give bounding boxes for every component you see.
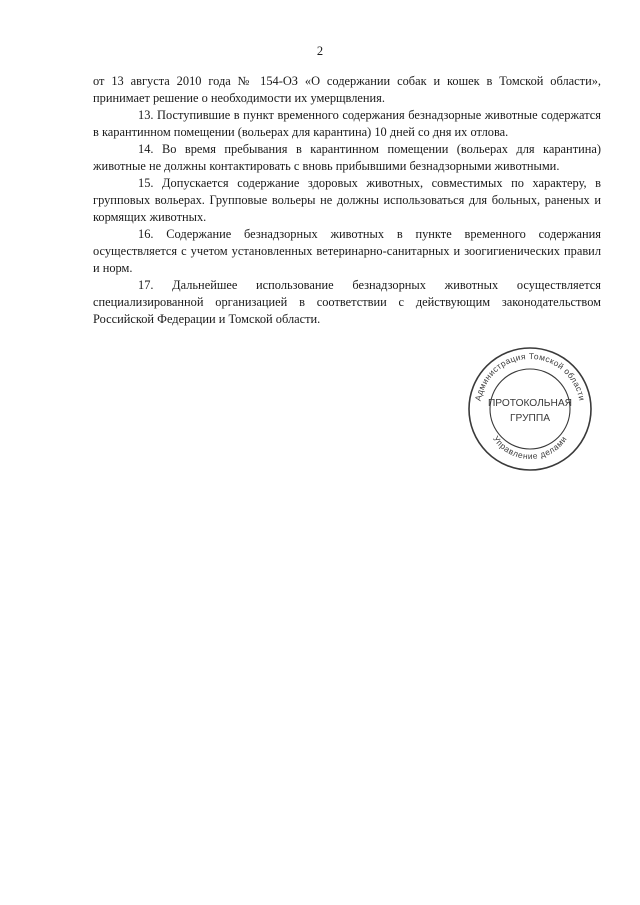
stamp-center-line-1: ПРОТОКОЛЬНАЯ [487,398,573,409]
stamp-outer-text-bottom: Управление делами [491,433,569,462]
stamp-outer-text-top: Администрация Томской области [472,350,588,402]
paragraph-14: 14. Во время пребывания в карантинном помещении (вольерах для карантина) животные не должны контактировать с вновь прибывшими безнадзорными животными. [93,142,601,173]
stamp-center-line-2: ГРУППА [510,413,550,424]
paragraph-13: 13. Поступившие в пункт временного содержания безнадзорные животные содержатся в карантинном помещении (вольерах для карантина) 10 дней со дня их отлова. [93,108,601,139]
protocol-stamp [466,345,594,473]
paragraph-continuation: от 13 августа 2010 года № 154-ОЗ «О содержании собак и кошек в Томской области», принимает решение о необходимости их умерщвления. [93,74,601,105]
paragraph-15: 15. Допускается содержание здоровых животных, совместимых по характеру, в групповых вольерах. Групповые вольеры не должны использоваться для больных, раненых и кормящих животных. [93,176,601,224]
document-body [93,73,601,328]
paragraph-16: 16. Содержание безнадзорных животных в пункте временного содержания осуществляется с учетом установленных ветеринарно-санитарных и зоогигиенических правил и норм. [93,227,601,275]
page-number: 2 [316,44,324,58]
paragraph-17: 17. Дальнейшее использование безнадзорных животных осуществляется специализированной организацией в соответствии с действующим законодательством Российской Федерации и Томской области. [93,278,601,326]
